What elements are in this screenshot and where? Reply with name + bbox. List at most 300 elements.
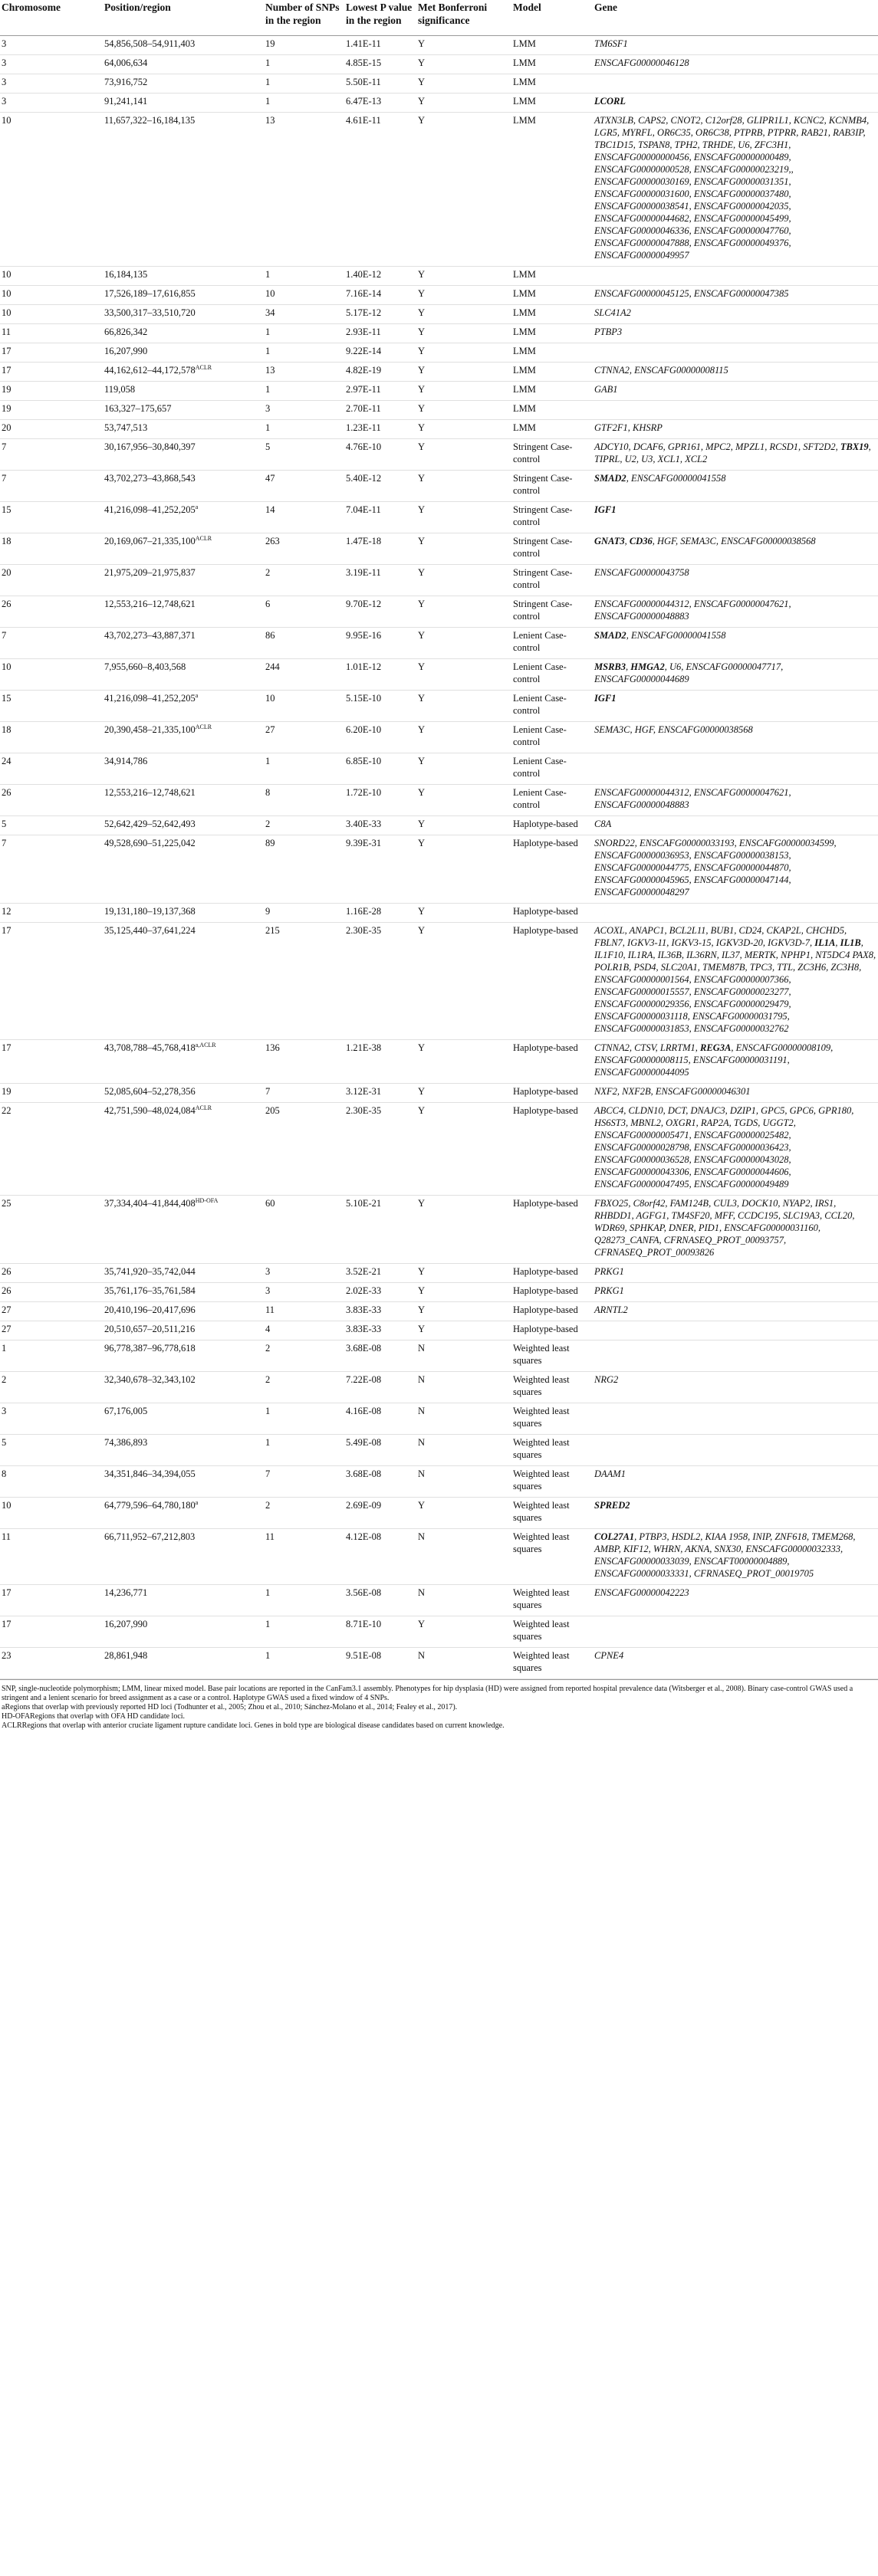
- cell-chromosome: 12: [0, 904, 103, 923]
- cell-gene: [593, 753, 878, 785]
- footnote-a: aRegions that overlap with previously reported HD loci (Todhunter et al., 2005; Zhou et al., 2010; Sánchez-Molano et al., 2014; Fealey et al., 2017).: [2, 1703, 458, 1711]
- cell-model: Haplotype-based: [511, 1103, 593, 1196]
- cell-position: [103, 533, 264, 565]
- gene-candidate: CD36: [629, 536, 653, 546]
- gene-text: ENSCAFG00000046128: [594, 57, 689, 68]
- cell-gene: [593, 904, 878, 923]
- cell-bonferroni: Y: [416, 904, 511, 923]
- cell-chromosome: 26: [0, 1264, 103, 1283]
- cell-bonferroni: Y: [416, 343, 511, 363]
- cell-snp-count: 1: [264, 382, 344, 401]
- cell-gene: [593, 816, 878, 835]
- position-text: 66,826,342: [104, 327, 148, 337]
- position-superscript: a,ACLR: [195, 1041, 216, 1048]
- header-model: Model: [511, 0, 593, 36]
- position-text: 12,553,216–12,748,621: [104, 787, 196, 798]
- cell-snp-count: 244: [264, 659, 344, 691]
- cell-chromosome: 11: [0, 1529, 103, 1585]
- cell-gene: [593, 565, 878, 596]
- cell-bonferroni: Y: [416, 74, 511, 94]
- cell-snp-count: 7: [264, 1466, 344, 1498]
- cell-bonferroni: Y: [416, 1283, 511, 1302]
- cell-bonferroni: Y: [416, 305, 511, 324]
- position-text: 17,526,189–17,616,855: [104, 288, 196, 299]
- cell-lowest-p: 8.71E-10: [344, 1616, 416, 1648]
- cell-bonferroni: Y: [416, 565, 511, 596]
- gene-text: SLC41A2: [594, 307, 631, 318]
- gene-candidate: IL1A: [814, 937, 836, 948]
- cell-lowest-p: 7.04E-11: [344, 502, 416, 533]
- cell-model: Weighted least squares: [511, 1498, 593, 1529]
- position-superscript: HD-OFA: [195, 1196, 219, 1204]
- cell-gene: [593, 401, 878, 420]
- cell-gene: [593, 113, 878, 267]
- cell-lowest-p: 2.30E-35: [344, 1103, 416, 1196]
- cell-position: [103, 753, 264, 785]
- cell-chromosome: 10: [0, 286, 103, 305]
- cell-snp-count: 10: [264, 691, 344, 722]
- gene-text: PRKG1: [594, 1285, 624, 1296]
- cell-snp-count: 1: [264, 267, 344, 286]
- cell-chromosome: 19: [0, 401, 103, 420]
- cell-chromosome: 27: [0, 1321, 103, 1341]
- cell-chromosome: 2: [0, 1372, 103, 1403]
- cell-gene: [593, 1084, 878, 1103]
- position-text: 20,410,196–20,417,696: [104, 1304, 196, 1315]
- cell-lowest-p: 2.97E-11: [344, 382, 416, 401]
- position-text: 41,216,098–41,252,205: [104, 693, 196, 704]
- cell-bonferroni: Y: [416, 471, 511, 502]
- cell-position: [103, 94, 264, 113]
- cell-chromosome: 3: [0, 74, 103, 94]
- table-row: [0, 286, 878, 305]
- cell-snp-count: 19: [264, 36, 344, 55]
- cell-gene: [593, 596, 878, 628]
- table-row: [0, 1341, 878, 1372]
- cell-gene: [593, 267, 878, 286]
- cell-position: [103, 628, 264, 659]
- cell-lowest-p: 7.22E-08: [344, 1372, 416, 1403]
- cell-position: [103, 267, 264, 286]
- cell-model: Weighted least squares: [511, 1648, 593, 1679]
- cell-gene: [593, 1466, 878, 1498]
- cell-chromosome: 8: [0, 1466, 103, 1498]
- cell-position: [103, 1321, 264, 1341]
- cell-position: [103, 565, 264, 596]
- table-row: [0, 565, 878, 596]
- cell-model: LMM: [511, 363, 593, 382]
- cell-gene: [593, 305, 878, 324]
- gene-candidate: MSRB3: [594, 661, 626, 672]
- table-row: [0, 722, 878, 753]
- position-text: 33,500,317–33,510,720: [104, 307, 196, 318]
- cell-model: Haplotype-based: [511, 1084, 593, 1103]
- cell-gene: [593, 1616, 878, 1648]
- gene-candidate: LCORL: [594, 96, 626, 107]
- position-text: 32,340,678–32,343,102: [104, 1374, 196, 1385]
- gene-text: ,: [624, 536, 630, 546]
- table-row: [0, 267, 878, 286]
- gene-text: C8A: [594, 819, 612, 829]
- cell-lowest-p: 3.83E-33: [344, 1302, 416, 1321]
- cell-lowest-p: 2.93E-11: [344, 324, 416, 343]
- cell-gene: [593, 343, 878, 363]
- cell-lowest-p: 3.68E-08: [344, 1466, 416, 1498]
- cell-position: [103, 305, 264, 324]
- table-footnotes: [0, 1679, 878, 1731]
- table-row: [0, 74, 878, 94]
- gene-text: ADCY10, DCAF6, GPR161, MPC2, MPZL1, RCSD1, SFT2D2,: [594, 441, 840, 452]
- cell-model: Weighted least squares: [511, 1616, 593, 1648]
- cell-snp-count: 13: [264, 113, 344, 267]
- position-text: 7,955,660–8,403,568: [104, 661, 186, 672]
- cell-bonferroni: Y: [416, 596, 511, 628]
- cell-lowest-p: 3.52E-21: [344, 1264, 416, 1283]
- gene-text: , ENSCAFG00000041558: [626, 630, 726, 641]
- table-row: [0, 1103, 878, 1196]
- cell-gene: [593, 1372, 878, 1403]
- position-text: 64,779,596–64,780,180: [104, 1500, 196, 1511]
- cell-snp-count: 1: [264, 420, 344, 439]
- cell-model: LMM: [511, 286, 593, 305]
- cell-model: Weighted least squares: [511, 1435, 593, 1466]
- cell-gene: [593, 439, 878, 471]
- table-row: [0, 36, 878, 55]
- cell-position: [103, 722, 264, 753]
- cell-snp-count: 3: [264, 1283, 344, 1302]
- cell-snp-count: 1: [264, 1648, 344, 1679]
- cell-gene: [593, 471, 878, 502]
- cell-model: Haplotype-based: [511, 923, 593, 1040]
- cell-snp-count: 205: [264, 1103, 344, 1196]
- cell-bonferroni: Y: [416, 691, 511, 722]
- cell-snp-count: 1: [264, 1403, 344, 1435]
- table-row: [0, 596, 878, 628]
- cell-bonferroni: Y: [416, 113, 511, 267]
- cell-position: [103, 785, 264, 816]
- position-text: 44,162,612–44,172,578: [104, 365, 196, 376]
- gene-text: PRKG1: [594, 1266, 624, 1277]
- position-text: 42,751,590–48,024,084: [104, 1105, 196, 1116]
- position-text: 35,741,920–35,742,044: [104, 1266, 196, 1277]
- cell-lowest-p: 1.47E-18: [344, 533, 416, 565]
- cell-position: [103, 420, 264, 439]
- table-row: [0, 1321, 878, 1341]
- cell-gene: [593, 55, 878, 74]
- cell-lowest-p: 1.23E-11: [344, 420, 416, 439]
- cell-position: [103, 502, 264, 533]
- gene-text: GAB1: [594, 384, 618, 395]
- cell-chromosome: 24: [0, 753, 103, 785]
- table-row: [0, 1585, 878, 1616]
- cell-position: [103, 1040, 264, 1084]
- table-row: [0, 659, 878, 691]
- cell-model: Stringent Case-control: [511, 533, 593, 565]
- cell-lowest-p: 6.20E-10: [344, 722, 416, 753]
- gene-text: , ENSCAFG00000041558: [626, 473, 726, 484]
- cell-model: Haplotype-based: [511, 1283, 593, 1302]
- cell-lowest-p: 3.83E-33: [344, 1321, 416, 1341]
- gene-text: ENSCAFG00000042223: [594, 1587, 689, 1598]
- cell-lowest-p: 1.21E-38: [344, 1040, 416, 1084]
- cell-model: LMM: [511, 420, 593, 439]
- cell-chromosome: 3: [0, 55, 103, 74]
- header-bonferroni: Met Bonferroni significance: [416, 0, 511, 36]
- cell-bonferroni: Y: [416, 533, 511, 565]
- cell-snp-count: 34: [264, 305, 344, 324]
- cell-lowest-p: 3.19E-11: [344, 565, 416, 596]
- gene-candidate: HMGA2: [630, 661, 665, 672]
- position-text: 16,184,135: [104, 269, 148, 280]
- cell-model: LMM: [511, 343, 593, 363]
- cell-position: [103, 1585, 264, 1616]
- table-row: [0, 1283, 878, 1302]
- cell-model: Stringent Case-control: [511, 565, 593, 596]
- cell-lowest-p: 9.70E-12: [344, 596, 416, 628]
- cell-model: LMM: [511, 113, 593, 267]
- position-text: 43,702,273–43,887,371: [104, 630, 196, 641]
- cell-model: LMM: [511, 94, 593, 113]
- cell-model: Haplotype-based: [511, 904, 593, 923]
- position-text: 11,657,322–16,184,135: [104, 115, 196, 126]
- table-row: [0, 324, 878, 343]
- cell-chromosome: 26: [0, 785, 103, 816]
- cell-gene: [593, 363, 878, 382]
- gene-text: CTNNA2, CTSV, LRRTM1,: [594, 1042, 701, 1053]
- cell-bonferroni: Y: [416, 785, 511, 816]
- cell-gene: [593, 628, 878, 659]
- table-row: [0, 904, 878, 923]
- cell-position: [103, 113, 264, 267]
- gene-candidate: COL27A1: [594, 1531, 635, 1542]
- gene-text: NXF2, NXF2B, ENSCAFG00000046301: [594, 1086, 751, 1097]
- cell-gene: [593, 1529, 878, 1585]
- table-row: [0, 94, 878, 113]
- cell-bonferroni: N: [416, 1435, 511, 1466]
- cell-bonferroni: Y: [416, 923, 511, 1040]
- table-row: [0, 753, 878, 785]
- cell-gene: [593, 36, 878, 55]
- table-row: [0, 1084, 878, 1103]
- cell-lowest-p: 5.10E-21: [344, 1196, 416, 1264]
- position-text: 53,747,513: [104, 422, 148, 433]
- cell-gene: [593, 74, 878, 94]
- table-row: [0, 1616, 878, 1648]
- cell-chromosome: 11: [0, 324, 103, 343]
- cell-model: Lenient Case-control: [511, 753, 593, 785]
- cell-snp-count: 3: [264, 1264, 344, 1283]
- header-row: [0, 0, 878, 36]
- cell-bonferroni: N: [416, 1403, 511, 1435]
- cell-bonferroni: Y: [416, 1103, 511, 1196]
- cell-position: [103, 1302, 264, 1321]
- gene-text: ABCC4, CLDN10, DCT, DNAJC3, DZIP1, GPC5, GPC6, GPR180, HS6ST3, MBNL2, OXGR1, RAP2A, TGDS, UGGT2, ENSCAFG00000005471, ENSCAFG00000025482, ENSCAFG00000028798, ENSCAFG00000036423, ENSCAFG00000036528, ENSCAFG00000043028, ENSCAFG00000043306, ENSCAFG00000044606, ENSCAFG00000047495, ENSCAFG00000049489: [594, 1105, 854, 1190]
- table-row: [0, 835, 878, 904]
- cell-bonferroni: Y: [416, 1498, 511, 1529]
- cell-gene: [593, 1264, 878, 1283]
- cell-model: LMM: [511, 305, 593, 324]
- position-superscript: a: [195, 503, 199, 510]
- gene-text: FBXO25, C8orf42, FAM124B, CUL3, DOCK10, NYAP2, IRS1, RHBDD1, AGFG1, TM4SF20, MFF, CCDC195, SLC19A3, CCL20, WDR69, SPHKAP, DNER, PID1, ENSCAFG00000031160, Q28273_CANFA, CFRNASEQ_PROT_00093757, CFRNASEQ_PROT_00093826: [594, 1198, 855, 1258]
- cell-chromosome: 15: [0, 691, 103, 722]
- cell-position: [103, 363, 264, 382]
- table-row: [0, 1264, 878, 1283]
- table-row: [0, 1498, 878, 1529]
- cell-chromosome: 27: [0, 1302, 103, 1321]
- cell-chromosome: 10: [0, 267, 103, 286]
- cell-gene: [593, 1040, 878, 1084]
- gene-text: ,: [626, 661, 631, 672]
- cell-model: Weighted least squares: [511, 1341, 593, 1372]
- header-position: Position/region: [103, 0, 264, 36]
- cell-position: [103, 835, 264, 904]
- cell-position: [103, 1103, 264, 1196]
- cell-bonferroni: Y: [416, 439, 511, 471]
- cell-bonferroni: N: [416, 1529, 511, 1585]
- cell-bonferroni: Y: [416, 363, 511, 382]
- cell-chromosome: 17: [0, 923, 103, 1040]
- cell-gene: [593, 659, 878, 691]
- position-superscript: a: [195, 1498, 199, 1506]
- cell-chromosome: 20: [0, 420, 103, 439]
- cell-snp-count: 1: [264, 94, 344, 113]
- table-row: [0, 1302, 878, 1321]
- table-row: [0, 1648, 878, 1679]
- cell-snp-count: 9: [264, 904, 344, 923]
- cell-bonferroni: Y: [416, 36, 511, 55]
- cell-chromosome: 10: [0, 305, 103, 324]
- cell-position: [103, 1372, 264, 1403]
- footnote-hd-ofa: HD-OFARegions that overlap with OFA HD candidate loci.: [2, 1712, 186, 1721]
- position-text: 96,778,387–96,778,618: [104, 1343, 196, 1354]
- cell-model: LMM: [511, 324, 593, 343]
- cell-gene: [593, 382, 878, 401]
- table-row: [0, 1196, 878, 1264]
- cell-gene: [593, 1321, 878, 1341]
- gene-text: TM6SF1: [594, 38, 628, 49]
- cell-model: Lenient Case-control: [511, 659, 593, 691]
- cell-lowest-p: 2.70E-11: [344, 401, 416, 420]
- position-text: 12,553,216–12,748,621: [104, 599, 196, 609]
- cell-position: [103, 471, 264, 502]
- cell-model: Lenient Case-control: [511, 722, 593, 753]
- cell-lowest-p: 3.56E-08: [344, 1585, 416, 1616]
- cell-model: Lenient Case-control: [511, 691, 593, 722]
- cell-snp-count: 11: [264, 1529, 344, 1585]
- cell-chromosome: 7: [0, 439, 103, 471]
- cell-gene: [593, 1585, 878, 1616]
- cell-position: [103, 382, 264, 401]
- table-header: [0, 0, 878, 36]
- cell-snp-count: 1: [264, 55, 344, 74]
- gene-candidate: SPRED2: [594, 1500, 630, 1511]
- cell-snp-count: 2: [264, 816, 344, 835]
- cell-position: [103, 596, 264, 628]
- cell-snp-count: 47: [264, 471, 344, 502]
- cell-position: [103, 74, 264, 94]
- position-text: 28,861,948: [104, 1650, 148, 1661]
- header-chromosome: Chromosome: [0, 0, 103, 36]
- cell-position: [103, 324, 264, 343]
- cell-bonferroni: Y: [416, 401, 511, 420]
- cell-lowest-p: 4.85E-15: [344, 55, 416, 74]
- cell-lowest-p: 9.51E-08: [344, 1648, 416, 1679]
- cell-snp-count: 6: [264, 596, 344, 628]
- cell-snp-count: 7: [264, 1084, 344, 1103]
- cell-chromosome: 15: [0, 502, 103, 533]
- cell-gene: [593, 502, 878, 533]
- cell-gene: [593, 1302, 878, 1321]
- cell-model: LMM: [511, 401, 593, 420]
- gene-text: ENSCAFG00000043758: [594, 567, 689, 578]
- cell-model: Haplotype-based: [511, 835, 593, 904]
- cell-gene: [593, 1196, 878, 1264]
- cell-lowest-p: 3.12E-31: [344, 1084, 416, 1103]
- cell-bonferroni: N: [416, 1585, 511, 1616]
- cell-position: [103, 1616, 264, 1648]
- cell-chromosome: 17: [0, 363, 103, 382]
- cell-chromosome: 22: [0, 1103, 103, 1196]
- cell-model: Haplotype-based: [511, 1264, 593, 1283]
- position-text: 74,386,893: [104, 1437, 148, 1448]
- cell-gene: [593, 1403, 878, 1435]
- cell-chromosome: 25: [0, 1196, 103, 1264]
- gene-candidate: TBX19: [840, 441, 869, 452]
- cell-lowest-p: 4.12E-08: [344, 1529, 416, 1585]
- gene-text: ,: [835, 937, 840, 948]
- position-text: 20,390,458–21,335,100: [104, 724, 196, 735]
- cell-gene: [593, 722, 878, 753]
- cell-snp-count: 2: [264, 1372, 344, 1403]
- cell-chromosome: 17: [0, 1585, 103, 1616]
- cell-gene: [593, 835, 878, 904]
- position-text: 43,708,788–45,768,418: [104, 1042, 196, 1053]
- gene-text: PTBP3: [594, 327, 623, 337]
- cell-snp-count: 1: [264, 753, 344, 785]
- cell-position: [103, 36, 264, 55]
- gene-candidate: GNAT3: [594, 536, 625, 546]
- table-row: [0, 816, 878, 835]
- cell-snp-count: 1: [264, 343, 344, 363]
- cell-chromosome: 17: [0, 1040, 103, 1084]
- cell-chromosome: 23: [0, 1648, 103, 1679]
- position-text: 20,510,657–20,511,216: [104, 1324, 196, 1334]
- table-row: [0, 439, 878, 471]
- cell-lowest-p: 1.41E-11: [344, 36, 416, 55]
- cell-lowest-p: 5.17E-12: [344, 305, 416, 324]
- cell-lowest-p: 5.15E-10: [344, 691, 416, 722]
- table-row: [0, 363, 878, 382]
- position-text: 52,642,429–52,642,493: [104, 819, 196, 829]
- cell-lowest-p: 7.16E-14: [344, 286, 416, 305]
- cell-chromosome: 5: [0, 1435, 103, 1466]
- gene-text: ENSCAFG00000044312, ENSCAFG00000047621, ENSCAFG00000048883: [594, 599, 791, 622]
- cell-gene: [593, 1498, 878, 1529]
- position-text: 35,125,440–37,641,224: [104, 925, 196, 936]
- cell-model: Stringent Case-control: [511, 596, 593, 628]
- cell-snp-count: 1: [264, 1585, 344, 1616]
- cell-snp-count: 4: [264, 1321, 344, 1341]
- cell-bonferroni: Y: [416, 1084, 511, 1103]
- position-text: 52,085,604–52,278,356: [104, 1086, 196, 1097]
- cell-position: [103, 286, 264, 305]
- cell-snp-count: 60: [264, 1196, 344, 1264]
- cell-snp-count: 1: [264, 324, 344, 343]
- cell-gene: [593, 1103, 878, 1196]
- cell-chromosome: 18: [0, 722, 103, 753]
- cell-bonferroni: Y: [416, 382, 511, 401]
- table-row: [0, 533, 878, 565]
